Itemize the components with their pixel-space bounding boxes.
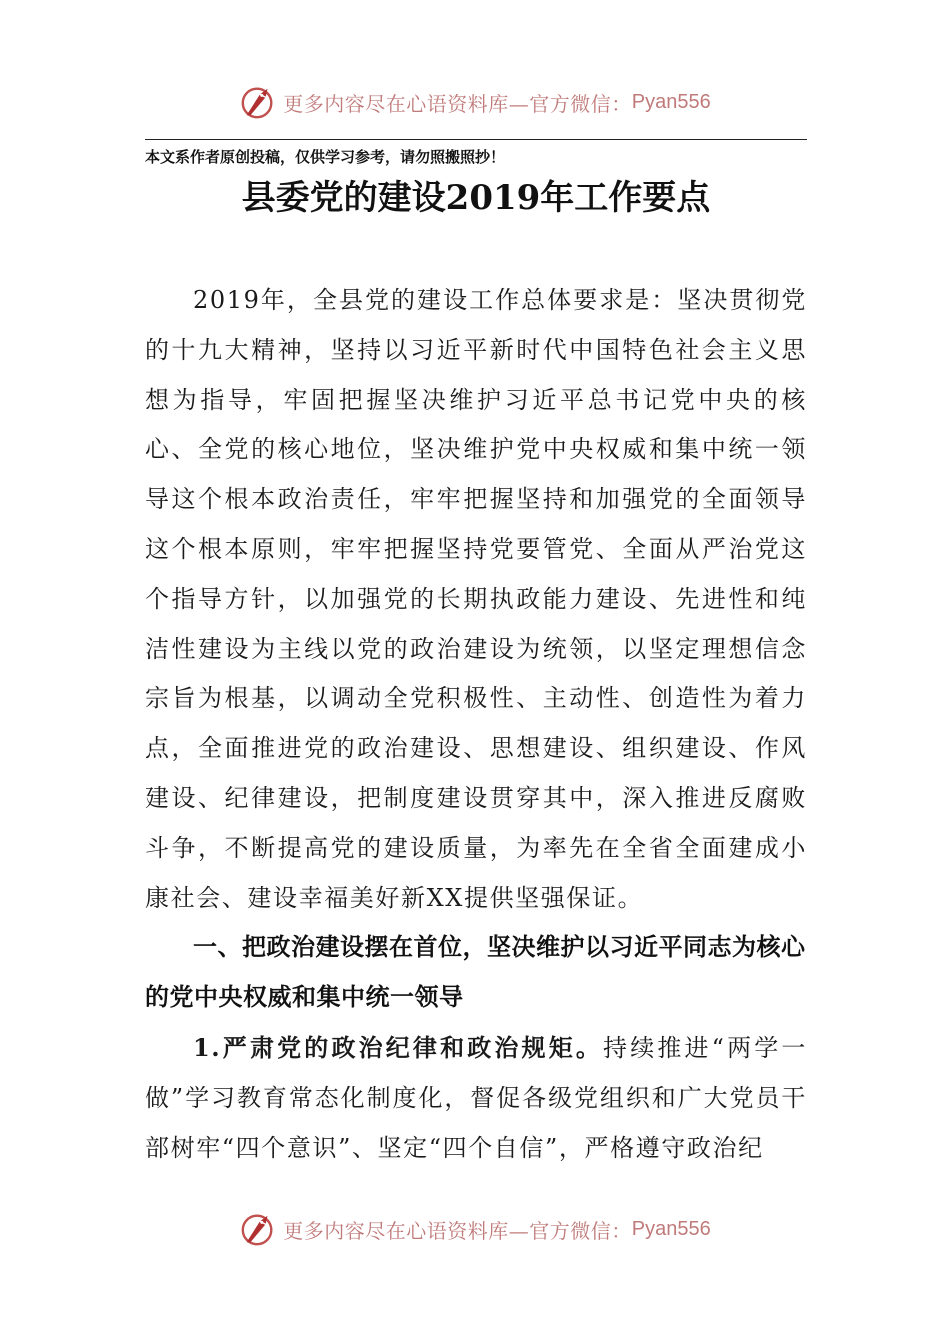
item-1-lead: 1.严肃党的政治纪律和政治规矩。 [193, 1032, 604, 1062]
pen-nib-logo-icon [239, 1210, 277, 1248]
pen-nib-logo-icon [239, 83, 277, 121]
section-1-item-1 [145, 1023, 807, 1173]
header-divider [145, 139, 807, 140]
watermark-text: 更多内容尽在心语资料库—官方微信： [283, 1218, 632, 1243]
watermark-wechat-id: Pyan556 [631, 90, 711, 113]
document-title: 县委党的建设2019年工作要点 [241, 178, 711, 218]
top-watermark-banner [0, 80, 950, 124]
bottom-watermark-banner [0, 1207, 950, 1251]
item-1-text: 持续推进“两学一做”学习教育常态化制度化，督促各级党组织和广大党员干部树牢“四个意识”、坚定“四个自信”，严格遵守政治纪 [145, 1033, 808, 1162]
copyright-notice: 本文系作者原创投稿，仅供学习参考，请勿照搬照抄！ [145, 148, 506, 166]
intro-paragraph: 2019年，全县党的建设工作总体要求是：坚决贯彻党的十九大精神，坚持以习近平新时代中国特色社会主义思想为指导，牢固把握坚决维护习近平总书记党中央的核心、全党的核心地位，坚决维护党中央权威和集中统一领导这个根本政治责任，牢牢把握坚持和加强党的全面领导这个根本原则，牢牢把握坚持党要管党、全面从严治党这个指导方针，以加强党的长期执政能力建设、先进性和纯洁性建设为主线以党的政治建设为统领，以坚定理想信念宗旨为根基，以调动全党积极性、主动性、创造性为着力点，全面推进党的政治建设、思想建设、组织建设、作风建设、纪律建设，把制度建设贯穿其中，深入推进反腐败斗争，不断提高党的建设质量，为率先在全省全面建成小康社会、建设幸福美好新XX提供坚强保证。 [145, 286, 807, 912]
section-1-heading: 一、把政治建设摆在首位，坚决维护以习近平同志为核心的党中央权威和集中统一领导 [145, 933, 806, 1012]
document-body [145, 276, 807, 1173]
watermark-wechat-id: Pyan556 [631, 1217, 711, 1240]
watermark-text: 更多内容尽在心语资料库—官方微信： [283, 91, 632, 116]
